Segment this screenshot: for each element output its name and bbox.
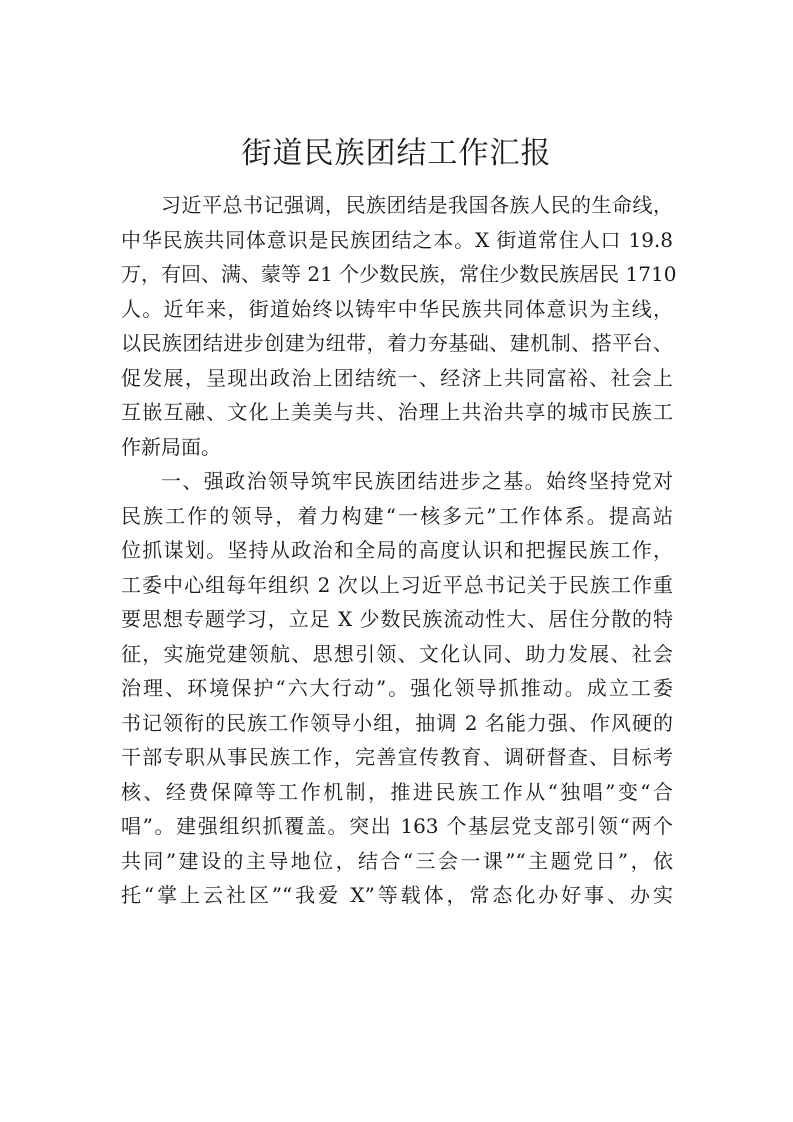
document-title: 街道民族团结工作汇报 xyxy=(241,136,552,171)
text-line: 要思想专题学习，立足 X 少数民族流动性大、居住分散的特 xyxy=(121,607,673,631)
text-line: 唱”。建强组织抓覆盖。突出 163 个基层党支部引领“两个 xyxy=(121,814,673,838)
text-line: 人。近年来，街道始终以铸牢中华民族共同体意识为主线， xyxy=(121,296,673,321)
text-line: 征，实施党建领航、思想引领、文化认同、助力发展、社会 xyxy=(121,641,673,666)
text-line: 互嵌互融、文化上美美与共、治理上共治共享的城市民族工 xyxy=(121,400,673,424)
text-line: 中华民族共同体意识是民族团结之本。X 街道常住人口 19.8 xyxy=(121,227,673,252)
text-line: 核、经费保障等工作机制，推进民族工作从“独唱”变“合 xyxy=(121,779,673,804)
text-line: 位抓谋划。坚持从政治和全局的高度认识和把握民族工作， xyxy=(121,538,673,562)
text-line: 干部专职从事民族工作，完善宣传教育、调研督查、目标考 xyxy=(121,745,673,769)
text-line: 作新局面。 xyxy=(121,434,221,459)
text-line: 治理、环境保护“六大行动”。强化领导抓推动。成立工委 xyxy=(121,676,673,700)
text-line: 促发展，呈现出政治上团结统一、经济上共同富裕、社会上 xyxy=(121,365,673,390)
text-line: 习近平总书记强调，民族团结是我国各族人民的生命线， xyxy=(161,193,673,217)
text-line: 书记领衔的民族工作领导小组，抽调 2 名能力强、作风硬的 xyxy=(121,710,673,735)
text-line: 以民族团结进步创建为纽带，着力夯基础、建机制、搭平台、 xyxy=(121,331,673,355)
text-line: 民族工作的领导，着力构建“一核多元”工作体系。提高站 xyxy=(121,503,673,528)
text-line: 工委中心组每年组织 2 次以上习近平总书记关于民族工作重 xyxy=(121,572,673,597)
text-line: 共同”建设的主导地位，结合“三会一课”“主题党日”，依 xyxy=(121,848,673,873)
document-body xyxy=(121,188,677,913)
text-line: 万，有回、满、蒙等 21 个少数民族，常住少数民族居民 1710 xyxy=(121,262,677,286)
text-line: 托“掌上云社区”“我爱 X”等载体，常态化办好事、办实 xyxy=(121,883,673,907)
text-line: 一、强政治领导筑牢民族团结进步之基。始终坚持党对 xyxy=(161,469,673,493)
